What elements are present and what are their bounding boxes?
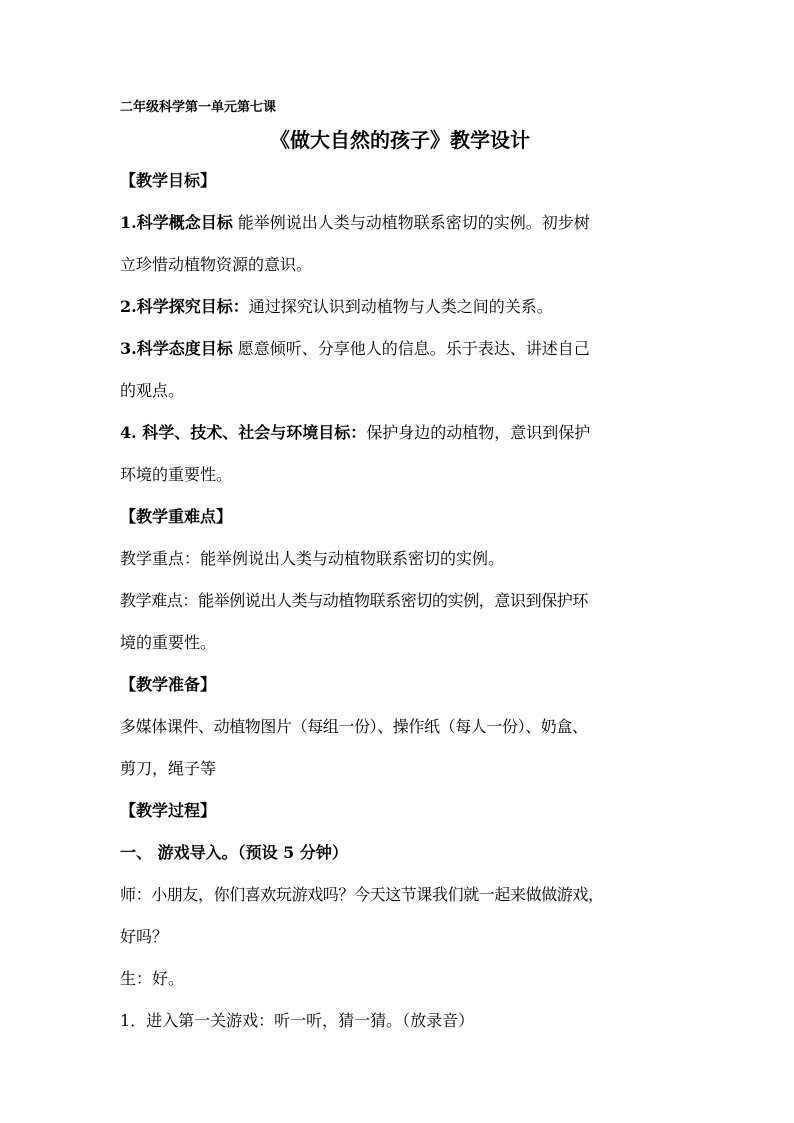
objectives-heading: 【教学目标】 <box>120 171 217 190</box>
difficulty: 教学难点：能举例说出人类与动植物联系密切的实例，意识到保护环 <box>120 591 589 610</box>
step-1: 1．进入第一关游戏：听一听，猜一猜。（放录音） <box>120 1011 475 1030</box>
part-1-heading: 一、 游戏导入。（预设 5 分钟） <box>120 843 348 862</box>
lesson-subtitle: 二年级科学第一单元第七课 <box>120 100 277 115</box>
objective-1-text: 能举例说出人类与动植物联系密切的实例。初步树 <box>232 213 590 232</box>
objective-2-text: 通过探究认识到动植物与人类之间的关系。 <box>248 297 553 316</box>
document-body <box>120 96 680 1042</box>
objective-3 <box>120 328 680 370</box>
prep-list-cont: 剪刀，绳子等 <box>120 759 217 778</box>
objective-3-label: 3.科学态度目标 <box>120 339 233 358</box>
prep-heading: 【教学准备】 <box>120 675 217 694</box>
objective-2 <box>120 286 680 328</box>
objective-4-label: 4. 科学、技术、社会与环境目标： <box>120 423 367 442</box>
student-line: 生：好。 <box>120 969 185 988</box>
difficulty-cont: 境的重要性。 <box>120 633 217 652</box>
objective-4-cont: 环境的重要性。 <box>120 465 233 484</box>
objective-4 <box>120 412 680 454</box>
objective-1-label: 1.科学概念目标 <box>120 213 233 232</box>
teacher-line-cont: 好吗？ <box>120 927 169 946</box>
process-heading: 【教学过程】 <box>120 801 217 820</box>
objective-1 <box>120 202 680 244</box>
document-title: 《做大自然的孩子》教学设计 <box>270 128 530 152</box>
keypoints-heading: 【教学重难点】 <box>120 507 233 526</box>
objective-2-label: 2.科学探究目标： <box>120 297 249 316</box>
objective-3-text: 愿意倾听、分享他人的信息。乐于表达、讲述自己 <box>232 339 590 358</box>
objective-1-cont: 立珍惜动植物资源的意识。 <box>120 255 313 274</box>
prep-list: 多媒体课件、动植物图片（每组一份）、操作纸（每人一份）、奶盒、 <box>120 717 588 736</box>
teacher-line: 师：小朋友，你们喜欢玩游戏吗？今天这节课我们就一起来做做游戏， <box>120 885 604 904</box>
objective-4-text: 保护身边的动植物，意识到保护 <box>366 423 591 442</box>
objective-3-cont: 的观点。 <box>120 381 185 400</box>
key-point: 教学重点：能举例说出人类与动植物联系密切的实例。 <box>120 549 505 568</box>
